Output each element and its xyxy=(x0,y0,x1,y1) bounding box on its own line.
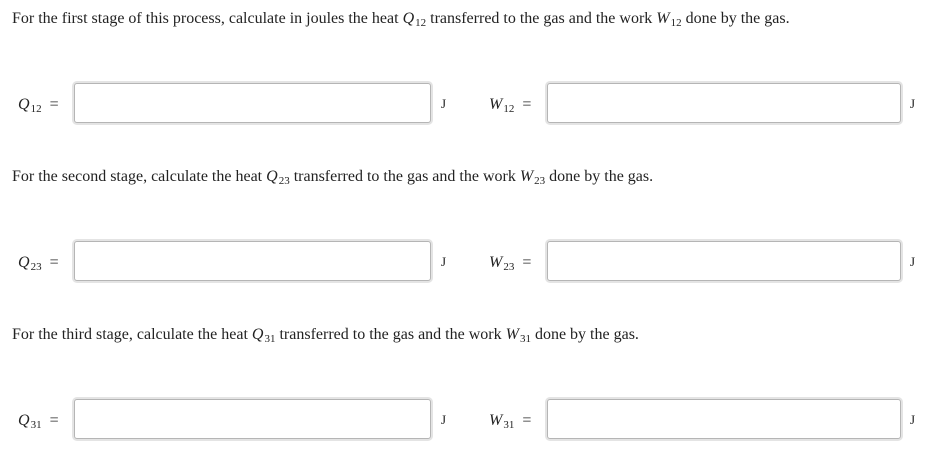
heat-q31-input[interactable] xyxy=(74,399,431,439)
work-symbol: $W_{23}$ xyxy=(519,168,546,187)
prompt-text: For the first stage of this process, calculate in joules the heat xyxy=(12,10,403,27)
heat-symbol: $Q_{31}$ xyxy=(251,326,276,345)
prompt-text: done by the gas. xyxy=(530,326,639,343)
heat-label: $Q_{12}$ = xyxy=(18,96,59,115)
stage-2-answer-row xyxy=(0,241,928,285)
work-label: $W_{12}$ = xyxy=(489,96,532,115)
work-unit: J xyxy=(910,412,916,427)
heat-symbol: $Q_{23}$ xyxy=(266,168,290,187)
work-w23-input[interactable] xyxy=(547,241,901,281)
prompt-text: For the second stage, calculate the heat xyxy=(12,168,267,185)
stage-2-prompt xyxy=(12,167,653,191)
prompt-text: transferred to the gas and the work xyxy=(275,326,506,343)
work-unit: J xyxy=(910,96,916,111)
heat-unit: J xyxy=(441,254,447,269)
work-w31-input[interactable] xyxy=(547,399,901,439)
heat-unit: J xyxy=(441,412,447,427)
stage-3-answer-row xyxy=(0,399,928,443)
prompt-text: done by the gas. xyxy=(681,10,790,27)
prompt-text: transferred to the gas and the work xyxy=(289,168,520,185)
prompt-text: transferred to the gas and the work xyxy=(426,10,657,27)
work-unit: J xyxy=(910,254,916,269)
prompt-text: For the third stage, calculate the heat xyxy=(12,326,252,343)
heat-q12-input[interactable] xyxy=(74,83,431,123)
prompt-text: done by the gas. xyxy=(545,168,654,185)
heat-label: $Q_{31}$ = xyxy=(18,412,59,431)
stage-1-prompt xyxy=(12,9,790,33)
heat-label: $Q_{23}$ = xyxy=(18,254,59,273)
heat-unit: J xyxy=(441,96,447,111)
work-label: $W_{23}$ = xyxy=(489,254,532,273)
work-label: $W_{31}$ = xyxy=(489,412,532,431)
heat-q23-input[interactable] xyxy=(74,241,431,281)
stage-1-answer-row xyxy=(0,83,928,127)
work-symbol: $W_{31}$ xyxy=(505,326,531,345)
work-w12-input[interactable] xyxy=(547,83,901,123)
work-symbol: $W_{12}$ xyxy=(656,10,682,29)
heat-symbol: $Q_{12}$ xyxy=(402,10,427,29)
stage-3-prompt xyxy=(12,325,639,349)
